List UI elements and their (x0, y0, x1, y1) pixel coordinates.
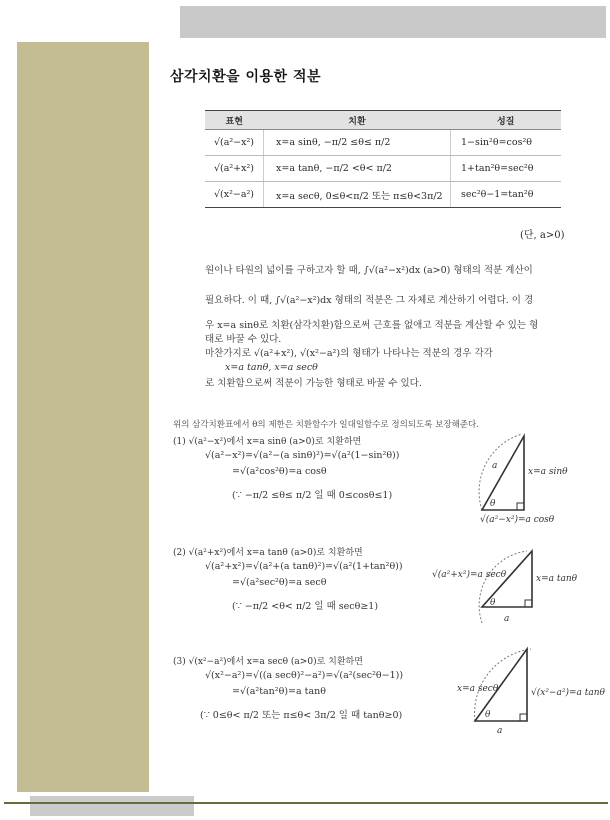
intro-line: 로 치환함으로써 적분이 가능한 형태로 바꿀 수 있다. (205, 378, 422, 389)
case2-triangle (432, 545, 602, 630)
table-note: (단, a>0) (520, 230, 565, 241)
case1-arc (479, 434, 522, 510)
case1-angle-label: θ (490, 499, 496, 509)
case3-adj-label: a (497, 726, 503, 736)
header-property: 성질 (451, 111, 562, 130)
case2-hyp-label: √(a²+x²)=a secθ (432, 570, 507, 580)
case2-line: =√(a²sec²θ)=a secθ (232, 577, 327, 588)
case1-line: √(a²−x²)=√(a²−(a sinθ)²)=√(a²(1−sin²θ)) (205, 450, 400, 461)
case3-line: =√(a²tan²θ)=a tanθ (232, 686, 326, 697)
case1-triangle-shape (482, 436, 524, 510)
table-header-row (205, 111, 561, 130)
intro-line: 필요하다. 이 때, ∫√(a²−x²)dx 형태의 적분은 그 자체로 계산하기 어렵다. 이 경 (205, 295, 534, 306)
case2-arc (479, 551, 527, 623)
table-row (205, 156, 561, 182)
page-title: 삼각치환을 이용한 적분 (170, 69, 321, 85)
intro-line: 태로 바꿀 수 있다. (205, 334, 282, 345)
case2-opp-label: x=a tanθ (536, 574, 578, 584)
case3-triangle (455, 645, 605, 735)
case1-line: (1) √(a²−x²)에서 x=a sinθ (a>0)로 치환하면 (173, 437, 362, 447)
case2-right-angle (525, 600, 532, 607)
case1-opp-label: x=a sinθ (528, 467, 568, 477)
substitution-table (205, 110, 561, 208)
table-row (205, 130, 561, 156)
case1-triangle (462, 430, 592, 530)
case2-line: (2) √(a²+x²)에서 x=a tanθ (a>0)로 치환하면 (173, 548, 363, 558)
case1-right-angle (517, 503, 524, 510)
detail-heading: 위의 삼각치환표에서 θ의 제한은 치환함수가 일대일함수로 정의되도록 보장해준다. (173, 420, 479, 430)
header-substitution: 치환 (264, 111, 451, 130)
intro-line: 마찬가지로 √(a²+x²), √(x²−a²)의 형태가 나타나는 적분의 경우 각각 (205, 348, 493, 359)
case3-right-angle (520, 714, 527, 721)
intro-line: 원이나 타원의 넓이를 구하고자 할 때, ∫√(a²−x²)dx (a>0) 형태의 적분 계산이 (205, 265, 533, 276)
case1-line: =√(a²cos²θ)=a cosθ (232, 466, 327, 477)
top-header-bar (180, 6, 606, 38)
cell-substitution: x=a sinθ, −π/2 ≤θ≤ π/2 (264, 130, 451, 156)
intro-line: 우 x=a sinθ로 치환(삼각치환)함으로써 근호를 없애고 적분을 계산할 수 있는 형 (205, 320, 539, 331)
case3-angle-label: θ (485, 710, 491, 720)
case3-opp-label: √(x²−a²)=a tanθ (531, 688, 605, 698)
cell-expression: √(a²+x²) (205, 156, 264, 182)
cell-expression: √(a²−x²) (205, 130, 264, 156)
cell-substitution: x=a tanθ, −π/2 <θ< π/2 (264, 156, 451, 182)
case2-adj-label: a (504, 614, 510, 624)
cell-property: 1−sin²θ=cos²θ (451, 130, 562, 156)
case2-line: (∵ −π/2 <θ< π/2 일 때 secθ≥1) (232, 601, 379, 612)
case2-angle-label: θ (490, 598, 496, 608)
case1-line: (∵ −π/2 ≤θ≤ π/2 일 때 0≤cosθ≤1) (232, 490, 393, 501)
case3-hyp-label: x=a secθ (457, 684, 499, 694)
table-row (205, 182, 561, 208)
intro-line: x=a tanθ, x=a secθ (225, 362, 318, 373)
case3-line: (∵ 0≤θ< π/2 또는 π≤θ< 3π/2 일 때 tanθ≥0) (200, 710, 403, 721)
left-sidebar-band (17, 42, 149, 792)
case3-line: (3) √(x²−a²)에서 x=a secθ (a>0)로 치환하면 (173, 657, 363, 667)
header-expression: 표현 (205, 111, 264, 130)
case1-adj-label: √(a²−x²)=a cosθ (480, 515, 555, 525)
cell-substitution: x=a secθ, 0≤θ<π/2 또는 π≤θ<3π/2 (264, 182, 451, 208)
bottom-rule (4, 802, 608, 804)
case3-line: √(x²−a²)=√((a secθ)²−a²)=√(a²(sec²θ−1)) (205, 670, 404, 681)
case1-hyp-label: a (492, 461, 498, 471)
case2-line: √(a²+x²)=√(a²+(a tanθ)²)=√(a²(1+tan²θ)) (205, 561, 403, 572)
bottom-tab (30, 796, 194, 816)
cell-property: 1+tan²θ=sec²θ (451, 156, 562, 182)
cell-property: sec²θ−1=tan²θ (451, 182, 562, 208)
cell-expression: √(x²−a²) (205, 182, 264, 208)
